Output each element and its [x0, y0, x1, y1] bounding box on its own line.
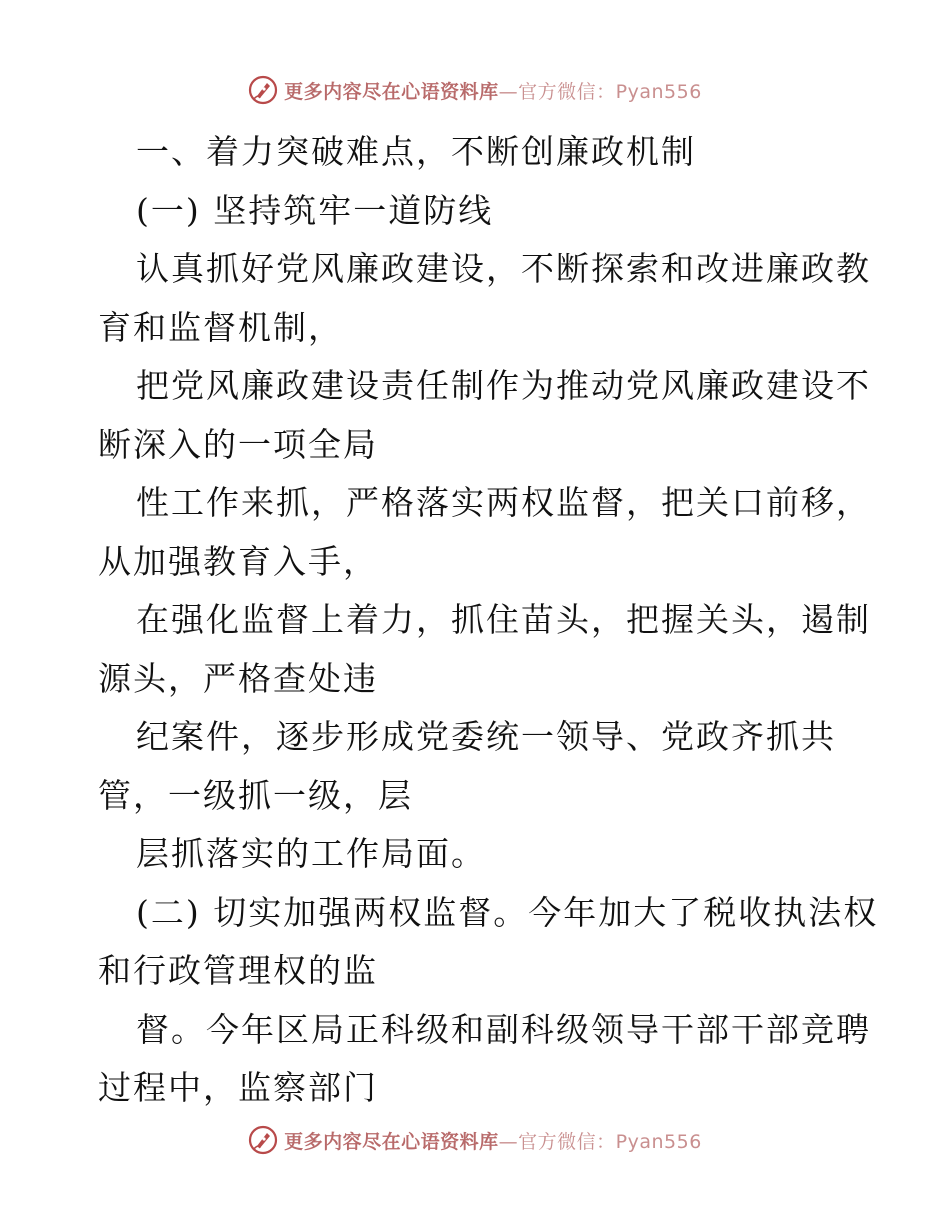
subsection-heading: (二) 切实加强两权监督。今年加大了税收执法权 — [136, 892, 879, 932]
paragraph-line: 在强化监督上着力，抓住苗头，把握关头，遏制 — [136, 600, 871, 639]
paragraph-line: 育和监督机制， — [98, 307, 343, 347]
watermark-text: 更多内容尽在心语资料库—官方微信：Pyan556 — [284, 80, 702, 103]
section-heading: 一、着力突破难点，不断创廉政机制 — [136, 132, 696, 171]
paragraph-line: 层抓落实的工作局面。 — [136, 834, 486, 873]
paragraph-line: 管，一级抓一级，层 — [98, 775, 413, 815]
paragraph-line: 认真抓好党风廉政建设，不断探索和改进廉政教 — [136, 249, 871, 288]
paragraph-line: 纪案件，逐步形成党委统一领导、党政齐抓共 — [136, 717, 836, 756]
document-body — [98, 123, 879, 1118]
paragraph-line: 从加强教育入手， — [98, 541, 378, 581]
paragraph-line: 性工作来抓，严格落实两权监督，把关口前移， — [136, 483, 871, 522]
paragraph-line: 过程中，监察部门 — [98, 1068, 378, 1107]
subsection-heading: (一) 坚持筑牢一道防线 — [136, 190, 494, 230]
watermark-text: 更多内容尽在心语资料库—官方微信：Pyan556 — [284, 1130, 702, 1153]
pen-nib-logo-icon — [248, 1125, 278, 1155]
paragraph-line: 督。今年区局正科级和副科级领导干部干部竞聘 — [136, 1009, 871, 1049]
header-watermark-banner — [0, 70, 950, 110]
paragraph-line: 把党风廉政建设责任制作为推动党风廉政建设不 — [136, 366, 871, 405]
footer-watermark-banner — [0, 1120, 950, 1160]
paragraph-line: 源头，严格查处违 — [98, 658, 378, 698]
paragraph-line: 断深入的一项全局 — [98, 424, 378, 464]
pen-nib-logo-icon — [248, 75, 278, 105]
paragraph-line: 和行政管理权的监 — [98, 951, 378, 990]
